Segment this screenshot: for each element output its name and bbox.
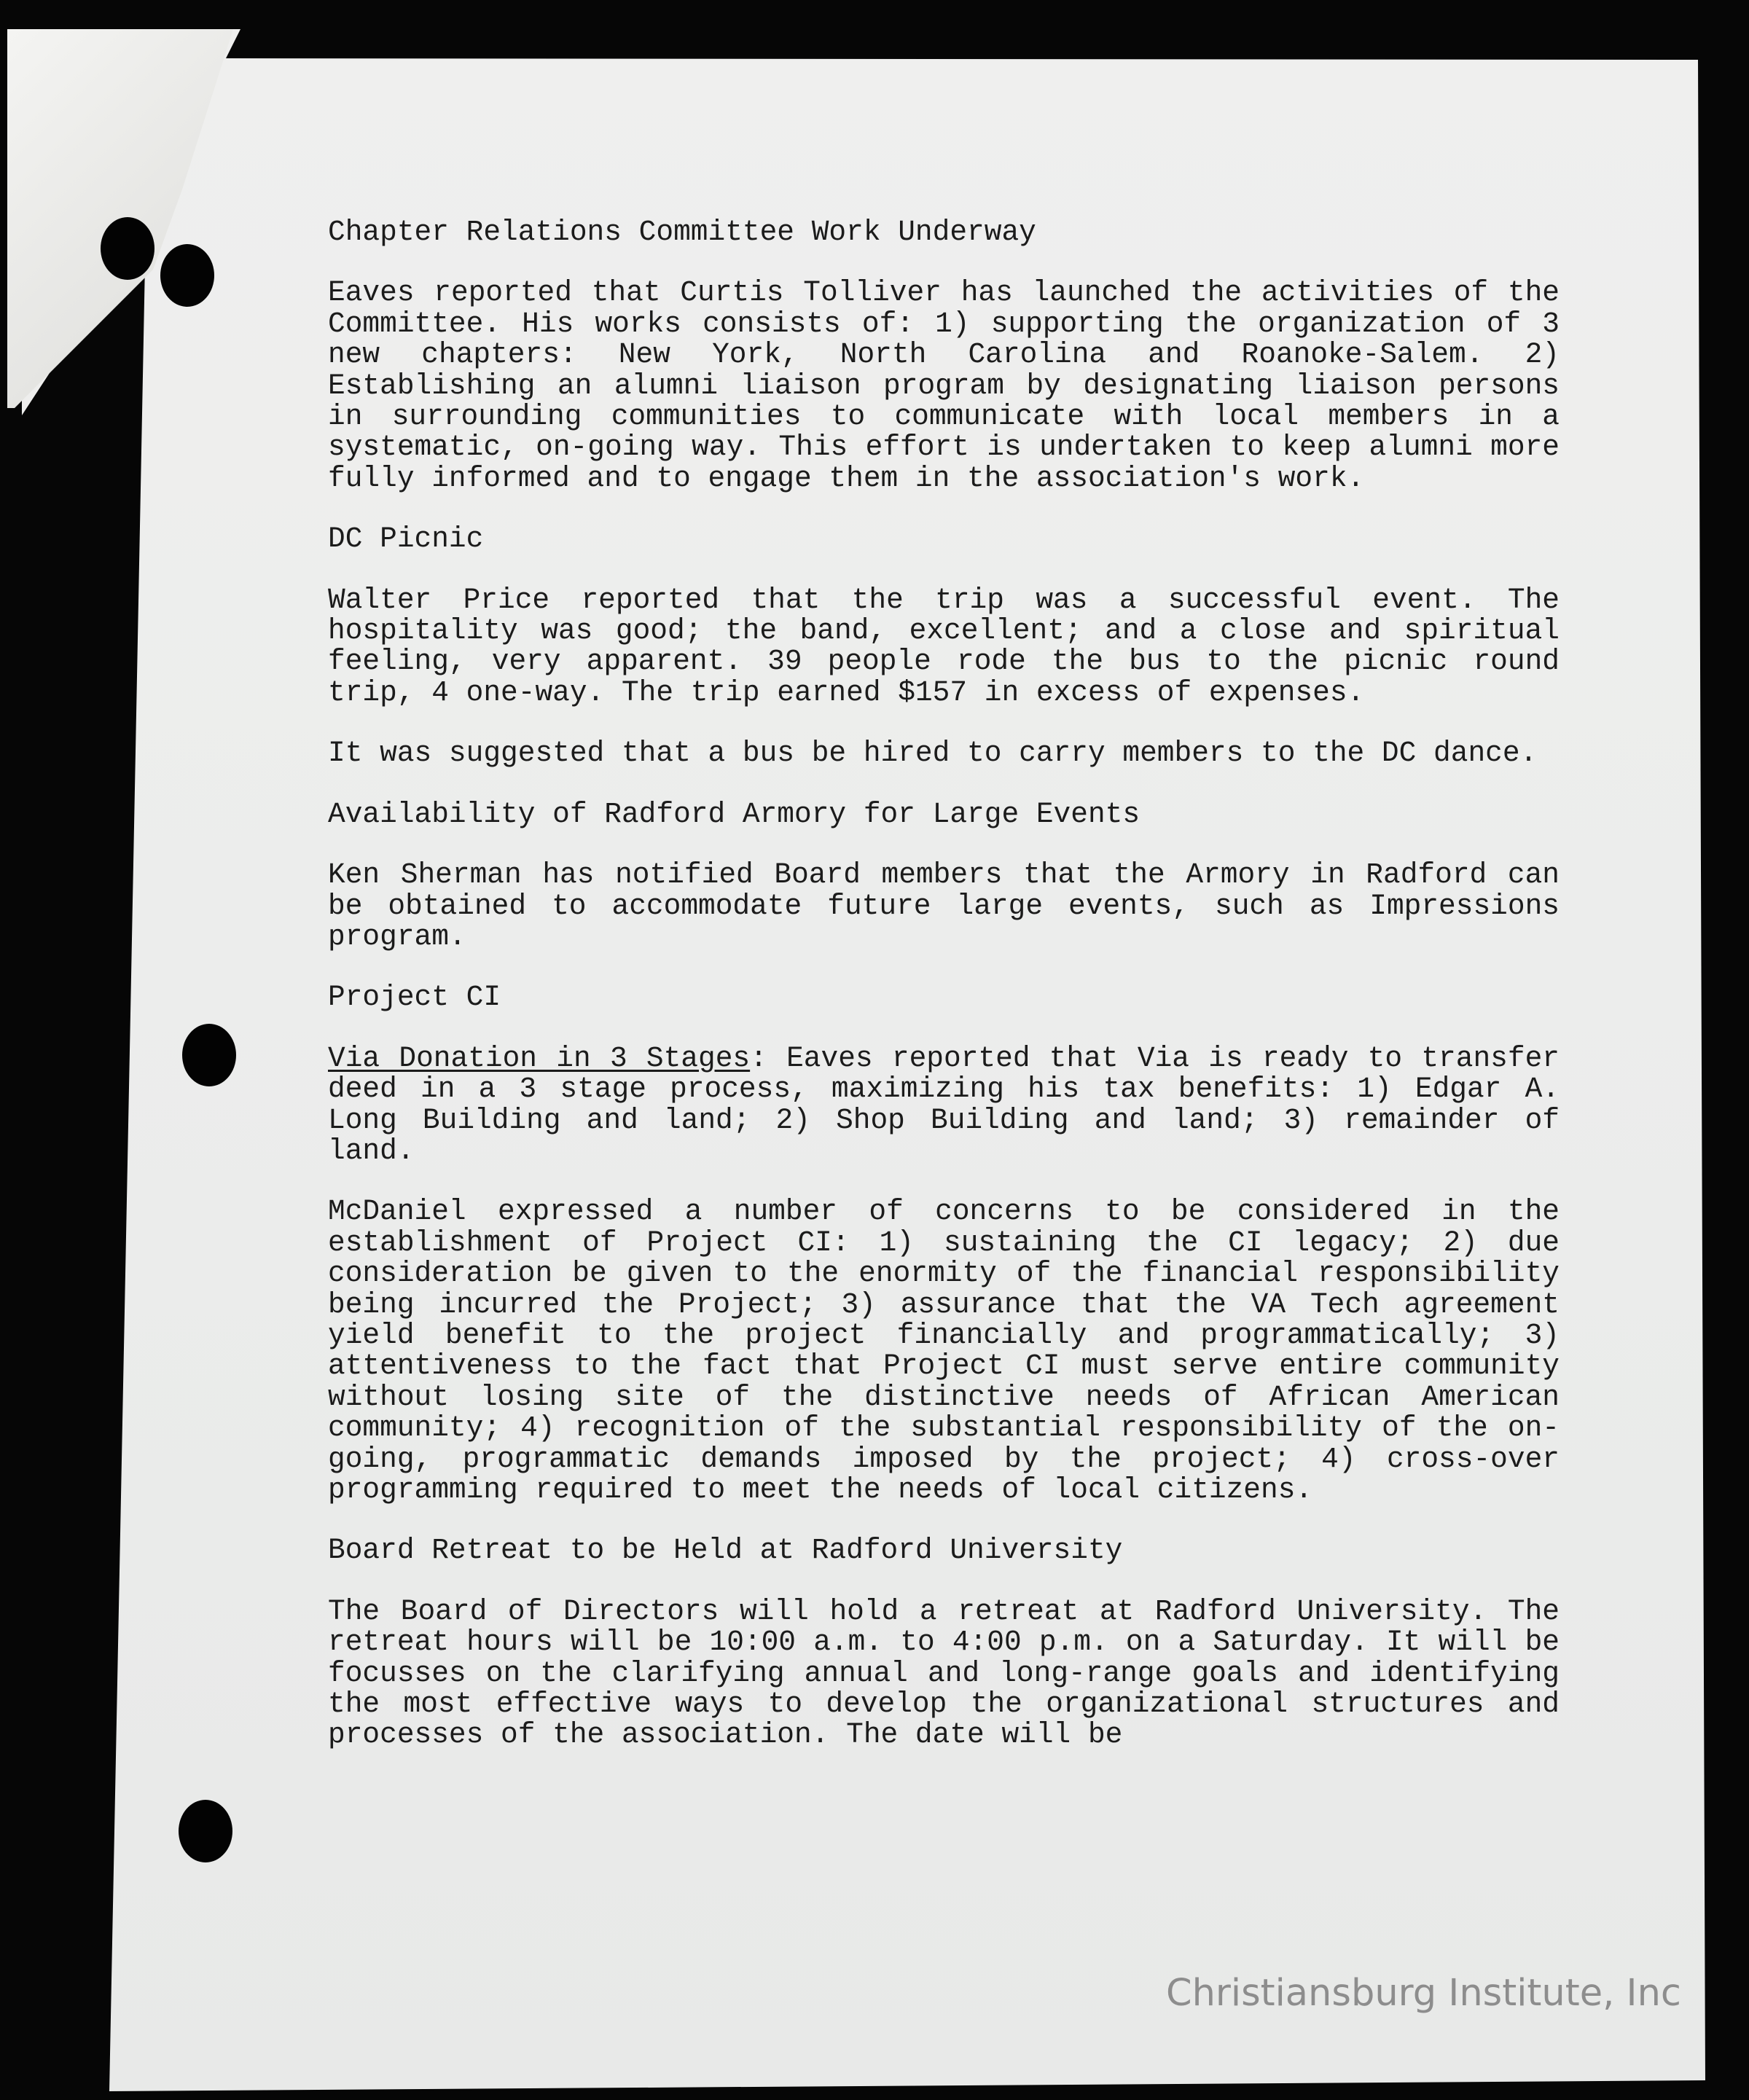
paragraph: Walter Price reported that the trip was a successful event. The hospitality was good; the band, excellent; and a close and spiritual feeling, very apparent. 39 people rode the bus to the picnic round trip, 4 one-way. The trip earned $157 in excess of expenses. (328, 583, 1560, 709)
document-body (328, 217, 1560, 1781)
paragraph: Eaves reported that Curtis Tolliver has launched the activities of the Committee. His works consists of: 1) supporting the organization of 3 new chapters: New York, North Carolina and Roanoke-Salem. 2) Establishing an alumni liaison program by designating liaison persons in surrounding communities to communicate with local members in a systematic, on-going way. This effort is undertaken to keep alumni more fully informed and to engage them in the association's work. (328, 276, 1560, 495)
section-heading: Board Retreat to be Held at Radford University (328, 1534, 1123, 1567)
section-heading: Availability of Radford Armory for Large Events (328, 797, 1140, 831)
section-heading: Project CI (328, 981, 501, 1014)
section-heading: DC Picnic (328, 522, 484, 556)
punch-hole (182, 1024, 236, 1086)
lead-text: : Eaves reported that Via is ready to transfer deed in a 3 stage process, maximizing his tax benefits: 1) Edgar A. Long Building and land; 2) Shop Building and land; 3) remainder of land. (328, 1041, 1560, 1167)
punch-hole (101, 217, 154, 280)
section-heading: Chapter Relations Committee Work Underway (328, 216, 1036, 248)
punch-hole (160, 244, 214, 307)
watermark: Christiansburg Institute, Inc (1166, 1972, 1681, 2015)
paragraph: McDaniel expressed a number of concerns to be considered in the establishment of Project CI: 1) sustaining the CI legacy; 2) due consideration be given to the enormity of the financial responsibility being incurred the Project; 3) assurance that the VA Tech agreement yield benefit to the project financially and programmatically; 3) attentiveness to the fact that Project CI must serve entire community without losing site of the distinctive needs of African American community; 4) recognition of the substantial responsibility of the on-going, programmatic demands imposed by the project; 4) cross-over programming required to meet the needs of local citizens. (328, 1195, 1560, 1506)
paragraph (328, 1043, 1560, 1167)
paragraph: Ken Sherman has notified Board members that the Armory in Radford can be obtained to accommodate future large events, such as Impressions program. (328, 858, 1560, 953)
underlined-lead: Via Donation in 3 Stages (328, 1041, 751, 1075)
paragraph: The Board of Directors will hold a retreat at Radford University. The retreat hours will be 10:00 a.m. to 4:00 p.m. on a Saturday. It will be focusses on the clarifying annual and long-range goals and identifying the most effective ways to develop the organizational structures and processes of the association. The date will be (328, 1594, 1560, 1752)
punch-hole (179, 1800, 232, 1862)
paragraph: It was suggested that a bus be hired to carry members to the DC dance. (328, 737, 1538, 770)
